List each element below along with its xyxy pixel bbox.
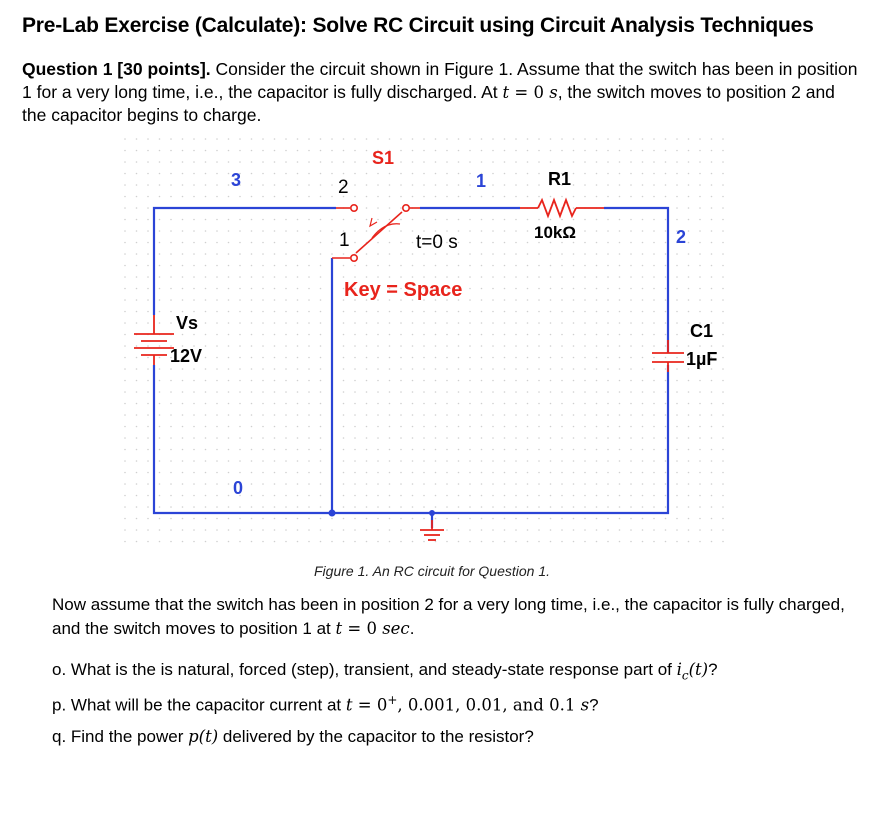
source-value-label: 12V [170, 346, 203, 366]
node-2-label: 2 [676, 227, 687, 247]
switch-contact-1 [351, 255, 357, 261]
question-o-text: o. What is the is natural, forced (step), transient, and steady-state response part of [52, 660, 677, 679]
question-text-a: Consider the circuit shown in Figure 1. Assume that the switch has been in position 1 for a very long time, i.e., the capacitor is fully discharged. At [22, 59, 858, 102]
question-o-math-arg: (t) [688, 660, 709, 679]
node-3-label: 3 [231, 170, 242, 190]
question-o-math-sub: c [681, 668, 689, 683]
switch-pivot [403, 205, 409, 211]
math-s: s [549, 83, 558, 102]
question-p-text: p. What will be the capacitor current at [52, 695, 346, 715]
switch-pos1-label: 1 [339, 230, 350, 251]
resistor-value-label: 10kΩ [534, 223, 576, 242]
question-q-text-a: q. Find the power [52, 727, 189, 746]
switch-key-label: Key = Space [344, 279, 463, 301]
question-label: Question 1 [30 points]. [22, 59, 211, 79]
capacitor-name-label: C1 [690, 321, 714, 341]
source-name-label: Vs [176, 313, 199, 333]
question-p-math-vals: , 0.001, 0.01, and 0.1 [397, 695, 581, 715]
question-p-math-s: s [580, 695, 590, 715]
question-q-text-b: delivered by the capacitor to the resistor? [218, 727, 534, 746]
question-p [52, 693, 599, 716]
math-equals: = 0 [509, 83, 550, 102]
question-p-end: ? [589, 695, 599, 715]
grid-background [124, 138, 724, 552]
question-text-b: , the switch moves to position 2 and the capacitor begins to charge. [22, 82, 835, 125]
switch-pos2-label: 2 [338, 177, 349, 198]
node-0-label: 0 [233, 478, 244, 498]
question-o [52, 660, 718, 682]
junction-dot-ground [429, 510, 435, 516]
switch-contact-2 [351, 205, 357, 211]
follow-up-math-unit: sec [382, 619, 410, 638]
question-o-end: ? [708, 660, 718, 679]
follow-up-paragraph [52, 593, 852, 641]
follow-up-text-b: . [409, 619, 415, 638]
junction-dot [329, 510, 336, 517]
follow-up-math-eq: = 0 [342, 619, 383, 638]
question-p-math-t: t [345, 695, 353, 715]
question-q [52, 727, 534, 747]
question-o-math-i: i [676, 660, 682, 679]
resistor-name-label: R1 [548, 169, 572, 189]
question-p-math-sup: + [387, 693, 398, 707]
switch-name-label: S1 [372, 148, 395, 168]
question-q-math: p(t) [188, 727, 219, 746]
node-1-label: 1 [476, 171, 487, 191]
capacitor-value-label: 1µF [686, 349, 718, 369]
page-title: Pre-Lab Exercise (Calculate): Solve RC Circuit using Circuit Analysis Techniques [22, 14, 814, 37]
figure-caption: Figure 1. An RC circuit for Question 1. [314, 563, 551, 579]
math-t: t [502, 83, 510, 102]
follow-up-text-a: Now assume that the switch has been in position 2 for a very long time, i.e., the capacitor is fully charged, and the switch moves to position 1 at [52, 595, 845, 638]
switch-time-label: t=0 s [416, 232, 458, 253]
follow-up-math-t: t [335, 619, 343, 638]
question-p-math-eq: = 0 [352, 695, 388, 715]
